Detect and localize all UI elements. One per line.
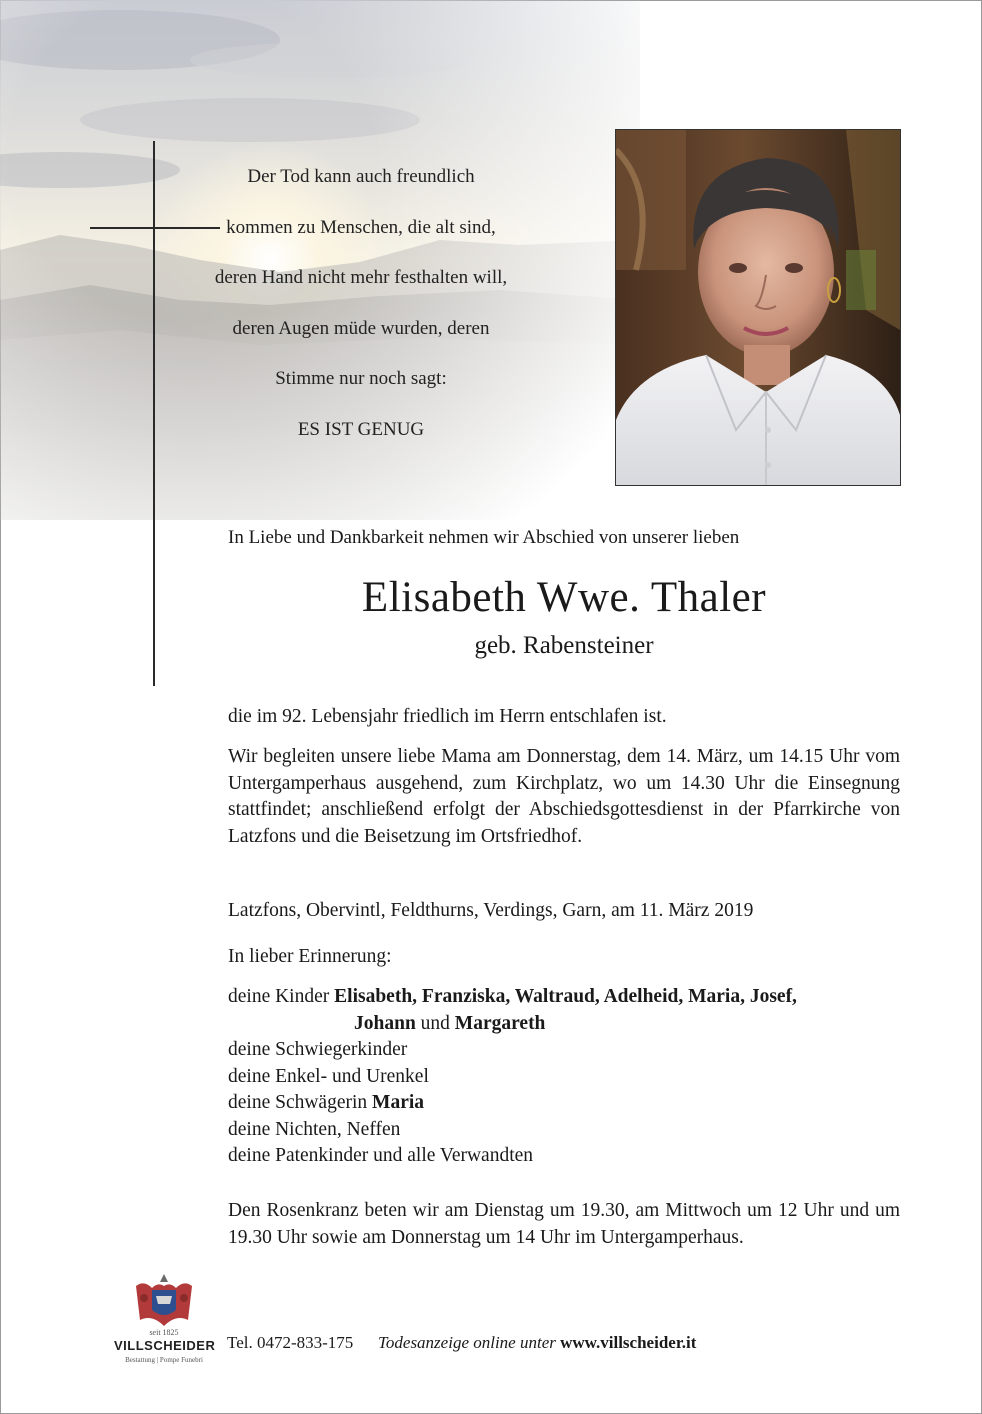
phone-number: Tel. 0472-833-175 [227, 1333, 354, 1352]
poem-line: Der Tod kann auch freundlich [247, 166, 475, 187]
poem-line: deren Hand nicht mehr festhalten will, [214, 267, 508, 288]
poem-line: Stimme nur noch sagt: [275, 368, 447, 389]
coat-of-arms-icon [114, 1270, 214, 1330]
conjunction: und [420, 1012, 450, 1034]
family-list [228, 984, 900, 1170]
villscheider-logo [114, 1270, 214, 1380]
funeral-text: Wir begleiten unsere liebe Mama am Donnerstag, dem 14. März, um 14.15 Uhr vom Untergamperhaus ausgehend, zum Kirchplatz, wo um 14.30 Uhr die Einsegnung stattfindet; anschließend erfolgt der Abschiedsgottesdienst in der Pfarrkirche von Latzfons und die Beisetzung im Ortsfriedhof. [228, 746, 900, 847]
children-prefix: deine Kinder [228, 986, 330, 1007]
list-item [228, 1011, 900, 1038]
died-text: die im 92. Lebensjahr friedlich im Herrn entschlafen ist. [228, 706, 667, 727]
intro-text: In Liebe und Dankbarkeit nehmen wir Abschied von unserer lieben [228, 527, 740, 548]
logo-name: VILLSCHEIDER [114, 1338, 216, 1353]
children-names: Margareth [454, 1012, 546, 1034]
list-item: deine Nichten, Neffen [228, 1118, 401, 1140]
poem-line: kommen zu Menschen, die alt sind, [226, 216, 496, 238]
logo-since: seit 1825 [149, 1328, 179, 1337]
place-date-text: Latzfons, Obervintl, Feldthurns, Verdings, Garn, am 11. März 2019 [228, 900, 754, 921]
footer [114, 1270, 914, 1380]
list-item [228, 984, 900, 1011]
children-names: Johann [354, 1012, 416, 1034]
poem-line: deren Augen müde wurden, deren [232, 317, 490, 339]
cross-vertical-bar [153, 141, 155, 686]
online-prefix: Todesanzeige online unter [378, 1333, 556, 1352]
rosary-text: Den Rosenkranz beten wir am Dienstag um 19.30, am Mittwoch um 12 Uhr und um 19.30 Uhr sowie am Donnerstag um 14 Uhr im Untergamperhaus. [228, 1200, 900, 1248]
memory-heading: In lieber Erinnerung: [228, 946, 392, 967]
list-item: deine Patenkinder und alle Verwandten [228, 1145, 534, 1166]
maiden-name: geb. Rabensteiner [474, 632, 654, 659]
website-link[interactable]: www.villscheider.it [560, 1333, 697, 1352]
poem [196, 152, 526, 455]
poem-line: ES IST GENUG [297, 418, 425, 440]
online-notice [378, 1333, 696, 1353]
list-item: deine Schwiegerkinder [228, 1039, 408, 1060]
children-names: Elisabeth, Franziska, Waltraud, Adelheid, Maria, Josef, [334, 986, 797, 1007]
portrait-photo [615, 129, 901, 486]
sister-in-law-name: Maria [372, 1092, 425, 1113]
deceased-name: Elisabeth Wwe. Thaler [361, 574, 767, 621]
list-item [228, 1090, 900, 1117]
list-item: deine Enkel- und Urenkel [228, 1065, 429, 1087]
logo-subtitle: Bestattung | Pompe Funebri [125, 1356, 203, 1364]
sister-in-law-prefix: deine Schwägerin [228, 1092, 368, 1113]
